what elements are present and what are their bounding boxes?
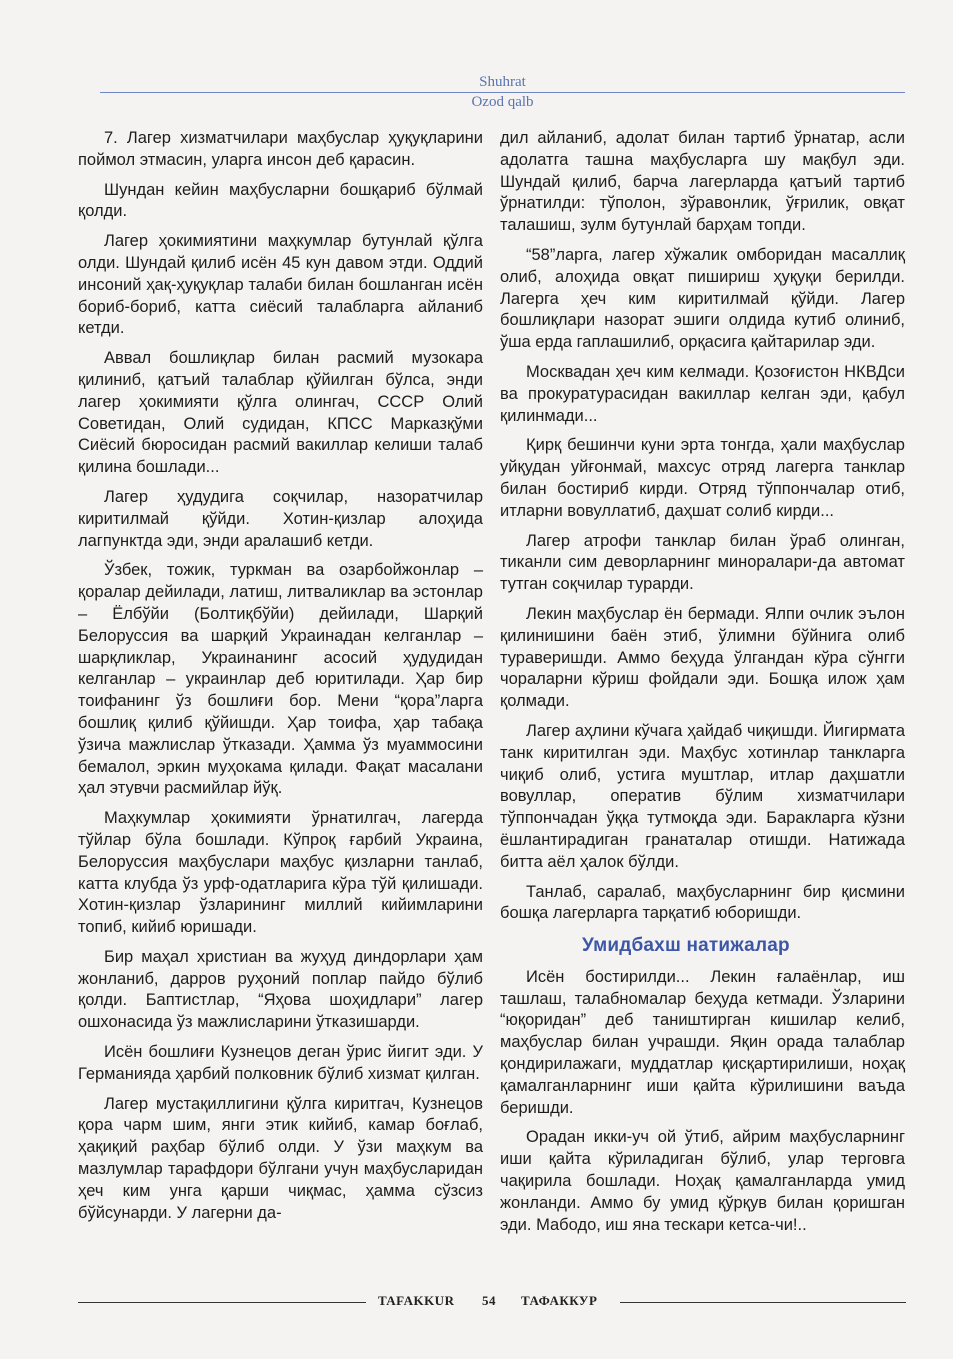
paragraph: Танлаб, саралаб, маҳбусларнинг бир қисмини бошқа лагерларга тарқатиб юборишди. (500, 882, 905, 923)
paragraph: Москвадан ҳеч ким келмади. Қозоғистон НКВДси ва прокуратурасидан вакиллар келган эди, қабул қилинмади... (500, 362, 905, 425)
paragraph: Лагер ҳокимиятини маҳкумлар бутунлай қўлга олди. Шундай қилиб исён 45 кун давом этди. Оддий инсоний ҳақ-ҳуқуқлар талаби билан бошланган исён бориб-бориб, катта сиёсий талабларга айланиб кетди. (78, 232, 483, 338)
paragraph: Қирқ бешинчи куни эрта тонгда, ҳали маҳбуслар уйқудан уйғонмай, махсус отряд лагерга танклар билан бостириб кирди. Отряд тўппончалар отиб, итларни вовуллатиб, даҳшат солиб кирди... (500, 436, 905, 520)
paragraph: “58”ларга, лагер хўжалик омборидан масаллиқ олиб, алоҳида овқат пишириш ҳуқуқи берилди. Лагерга ҳеч ким киритилмай қўйди. Лагер бошлиқлари назорат эшиги олдида кутиб олиниб, ўша ерда гаплашилиб, орқасига қайтарилар эди. (500, 245, 905, 352)
running-header (100, 74, 905, 114)
paragraph: Лагер аҳлини кўчага ҳайдаб чиқишди. Йигирмата танк киритилган эди. Маҳбус хотинлар танкларга чиқиб олиб, устига муштлар, итлар даҳшатли вовуллар, оператив бўлим хизматчилари тўппончадан ўққа тутмоқда эди. Баракларга кўзни ёшлантирадиган гранаталар отишди. Натижада битта аёл ҳалок бўлди. (500, 721, 905, 871)
paragraph: Ўзбек, тожик, туркман ва озарбойжонлар – қоралар дейилади, латиш, литваликлар ва эстонлар – Ёлбўйи (Болтиқбўйи) дейилади, Шарқий Белоруссия ва шарқий Украинадан келганлар – шарқликлар, Украинанинг асосий ҳудудидан келганлар – украинлар деб юритилади. Ҳар бир тоифанинг ўз бошлиғи бор. Мени “қора”ларга бошлиқ қилиб қўйишди. Ҳар тоифа, ҳар табақа ўзича мажлислар ўтказади. Ҳамма ўз муаммосини бемалол, эркин муҳокама қилади. Фақат масалани ҳал этувчи расмийлар йўқ. (78, 561, 483, 798)
paragraph: Лагер мустақиллигини қўлга киритгач, Кузнецов қора чарм шим, янги этик кийиб, камар боғлаб, ҳақиқий раҳбар бўлиб олди. У ўзи маҳкум ва мазлумлар тарафдори бўлгани учун маҳбусларидан ҳеч ким унга қарши чиқмас, ҳамма сўзсиз бўйсунарди. У лагерни да- (78, 1094, 483, 1222)
paragraph: Исён бостирилди... Лекин ғалаёнлар, иш ташлаш, талабномалар беҳуда кетмади. Ўзларини “юқоридан” деб таништирган кишилар келиб, маҳбуслар билан учрашди. Яқин орада талаблар қондирилажаги, муддатлар қисқартирилиши, ноҳақ қамалганларнинг иши қайта кўрилишини ваъда беришди. (500, 967, 905, 1117)
footer-journal-latin: TAFAKKUR (378, 1293, 455, 1308)
section-heading: Умидбахш натижалар (582, 935, 790, 957)
paragraph: Бир маҳал христиан ва жуҳуд диндорлари ҳам жонланиб, дарров руҳоний поплар пайдо бўлиб қолди. Баптистлар, “Яҳова шоҳидлари” лагер ошхонасида ўз мажлисларини ўтказишарди. (78, 947, 483, 1032)
paragraph: Лекин маҳбуслар ён бермади. Ялпи очлик эълон қилинишини баён этиб, ўлимни бўйнига олиб тураверишди. Аммо беҳуда ўлгандан кўра сўнгги чораларни кўриш фойдали эди. Бошқа илож ҳам қолмади. (500, 604, 905, 711)
footer-journal-cyrillic: ТАФАККУР (521, 1293, 598, 1308)
footer-rule-right (620, 1302, 906, 1303)
paragraph: 7. Лагер хизматчилари маҳбуслар ҳуқуқларини поймол этмасин, уларга инсон деб қарасин. (78, 129, 483, 169)
footer-rule-left (78, 1302, 366, 1303)
page-number: 54 (482, 1293, 496, 1308)
right-text-column (500, 128, 905, 1244)
paragraph: Лагер ҳудудига соқчилар, назоратчилар киритилмай қўйди. Хотин-қизлар алоҳида лагпунктда эди, энди аралашиб кетди. (78, 487, 483, 550)
running-footer (78, 1290, 906, 1314)
paragraph: Исён бошлиғи Кузнецов деган ўрис йигит эди. У Германияда ҳарбий полковник бўлиб хизмат қилган. (78, 1043, 483, 1083)
header-rule (100, 92, 905, 93)
paragraph: Маҳкумлар ҳокимияти ўрнатилгач, лагерда тўйлар бўла бошлади. Кўпроқ ғарбий Украина, Белоруссия маҳбуслари маҳбус қизларни танлаб, катта клубда ўз урф-одатларига кўра тўй қилишади. Хотин-қизлар ўзларининг миллий кийимларини топиб, кийиб юришади. (78, 809, 483, 937)
paragraph: Орадан икки-уч ой ўтиб, айрим маҳбусларнинг иши қайта кўриладиган бўлиб, улар терговга чақирила бошлади. Ноҳақ қамалганларда умид жонланди. Аммо бу умид қўрқув билан қоришган эди. Мабодо, иш яна тескари кетса-чи!.. (500, 1128, 905, 1234)
paragraph: Аввал бошлиқлар билан расмий музокара қилиниб, қатъий талаблар қўйилган бўлса, энди лагер ҳокимияти қўлга олингач, СССР Олий Советидан, Олий судидан, КПСС Марказқўми Сиёсий бюросидан расмий вакиллар келиши талаб қилина бошлади... (78, 349, 483, 477)
left-text-column (78, 128, 483, 1232)
paragraph: Лагер атрофи танклар билан ўраб олинган, тиканли сим деворларнинг миноралари-да автомат тутган соқчилар турарди. (500, 531, 905, 594)
paragraph: Шундан кейин маҳбусларни бошқариб бўлмай қолди. (78, 180, 483, 221)
paragraph-continued: дил айланиб, адолат билан тартиб ўрнатар, асли адолатга ташна маҳбусларга шу мақбул эди. Шундай қилиб, барча лагерларда қатъий тартиб ўрнатилди: тўполон, зўравонлик, ўғрилик, овқат талашиш, зулм бутунлай барҳам топди. (500, 129, 905, 235)
header-title: Ozod qalb (471, 94, 534, 110)
header-author: Shuhrat (479, 74, 526, 90)
